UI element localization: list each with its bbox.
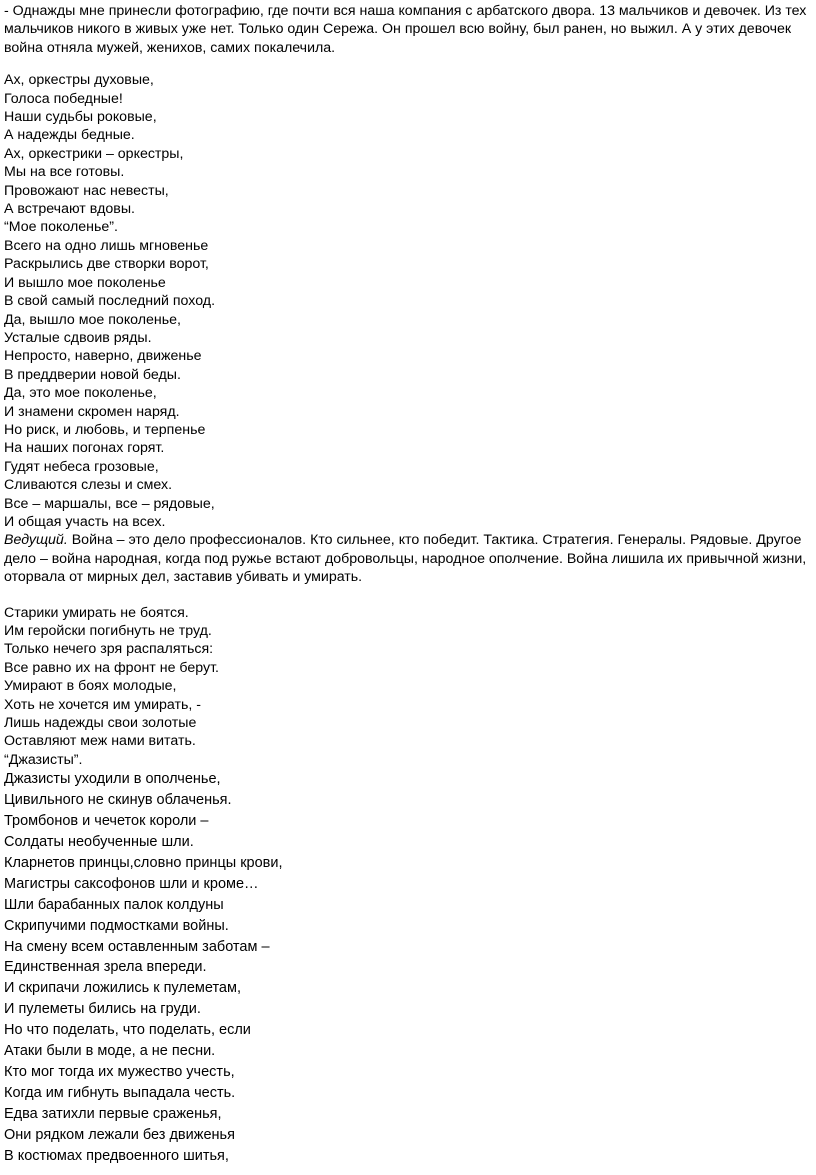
poem-line: На наших погонах горят. <box>4 440 165 457</box>
poem-line: Но что поделать, что поделать, если <box>4 1022 251 1039</box>
poem-line: Всего на одно лишь мгновенье <box>4 237 209 254</box>
host-paragraph <box>4 531 812 586</box>
poem-old-men <box>4 604 812 770</box>
poem-line: В свой самый последний поход. <box>4 293 216 310</box>
poem-line: Солдаты необученные шли. <box>4 833 194 850</box>
poem-line: Да, вышло мое поколенье, <box>4 311 181 328</box>
poem-line: Усталые сдвоив ряды. <box>4 329 152 346</box>
poem-line: На смену всем оставленным заботам – <box>4 938 270 955</box>
poem-line: Им геройски погибнуть не труд. <box>4 623 212 639</box>
poem-jazzmen <box>4 769 812 1166</box>
poem-orchestras <box>4 71 812 531</box>
host-speaker-label: Ведущий. <box>4 532 68 549</box>
poem-title: “Мое поколенье”. <box>4 219 118 236</box>
poem-line: И пулеметы бились на груди. <box>4 1001 201 1018</box>
poem-line: И общая участь на всех. <box>4 513 166 530</box>
poem-line: Шли барабанных палок колдуны <box>4 896 224 913</box>
poem-line: Сливаются слезы и смех. <box>4 477 173 494</box>
poem-line: И вышло мое поколенье <box>4 274 166 291</box>
poem-line: Кларнетов принцы,словно принцы крови, <box>4 854 283 871</box>
poem-line: Все равно их на фронт не берут. <box>4 659 219 676</box>
intro-paragraph: - Однажды мне принесли фотографию, где почти вся наша компания с арбатского двора. 13 мальчиков и девочек. Из тех мальчиков никого в живых уже нет. Только один Сережа. Он прошел всю войну, был ранен, но выжил. А у этих девочек война отняла мужей, женихов, самих покалечила. <box>4 3 807 56</box>
poem-line: Хоть не хочется им умирать, - <box>4 696 201 713</box>
poem-line: Гудят небеса грозовые, <box>4 458 159 475</box>
poem-line: А встречают вдовы. <box>4 201 135 218</box>
poem-line: Только нечего зря распаляться: <box>4 641 214 658</box>
poem-line: Едва затихли первые сраженья, <box>4 1105 222 1122</box>
poem-line: Раскрылись две створки ворот, <box>4 256 209 273</box>
poem-line: Старики умирать не боятся. <box>4 604 189 621</box>
poem-line: Провожают нас невесты, <box>4 182 169 199</box>
poem-line: Да, это мое поколенье, <box>4 385 157 402</box>
poem-line: Мы на все готовы. <box>4 164 125 181</box>
poem-line: Наши судьбы роковые, <box>4 109 157 126</box>
poem-line: Единственная зрела впереди. <box>4 959 207 976</box>
poem-line: А надежды бедные. <box>4 127 135 144</box>
poem-line: Когда им гибнуть выпадала честь. <box>4 1084 236 1101</box>
poem-line: Скрипучими подмостками войны. <box>4 917 229 934</box>
poem-line: Ах, оркестры духовые, <box>4 72 154 89</box>
poem-title: “Джазисты”. <box>4 751 83 768</box>
poem-line: Оставляют меж нами витать. <box>4 733 196 750</box>
poem-line: В костюмах предвоенного шитья, <box>4 1147 229 1164</box>
poem-line: Непросто, наверно, движенье <box>4 348 202 365</box>
host-text: Война – это дело профессионалов. Кто сильнее, кто победит. Тактика. Стратегия. Генералы. Рядовые. Другое дело – война народная, когда под ружье встают добровольцы, народное ополчение. Война лишила их привычной жизни, оторвала от мирных дел, заставив убивать и умирать. <box>4 532 807 586</box>
poem-line: Умирают в боях молодые, <box>4 678 177 695</box>
document-page <box>4 0 812 1166</box>
poem-line: Все – маршалы, все – рядовые, <box>4 495 215 512</box>
poem-line: И знамени скромен наряд. <box>4 403 180 420</box>
poem-line: Магистры саксофонов шли и кроме… <box>4 875 259 892</box>
poem-line: Голоса победные! <box>4 90 123 107</box>
poem-line: Они рядком лежали без движенья <box>4 1126 235 1143</box>
poem-line: Кто мог тогда их мужество учесть, <box>4 1063 235 1080</box>
poem-line: Цивильного не скинув облаченья. <box>4 792 232 809</box>
poem-line: Тромбонов и чечеток короли – <box>4 813 209 830</box>
poem-line: Но риск, и любовь, и терпенье <box>4 421 206 438</box>
poem-line: В преддверии новой беды. <box>4 366 181 383</box>
poem-line: Атаки были в моде, а не песни. <box>4 1043 216 1060</box>
poem-line: И скрипачи ложились к пулеметам, <box>4 980 241 997</box>
poem-line: Ах, оркестрики – оркестры, <box>4 145 184 162</box>
poem-line: Джазисты уходили в ополченье, <box>4 771 221 788</box>
poem-line: Лишь надежды свои золотые <box>4 715 197 732</box>
